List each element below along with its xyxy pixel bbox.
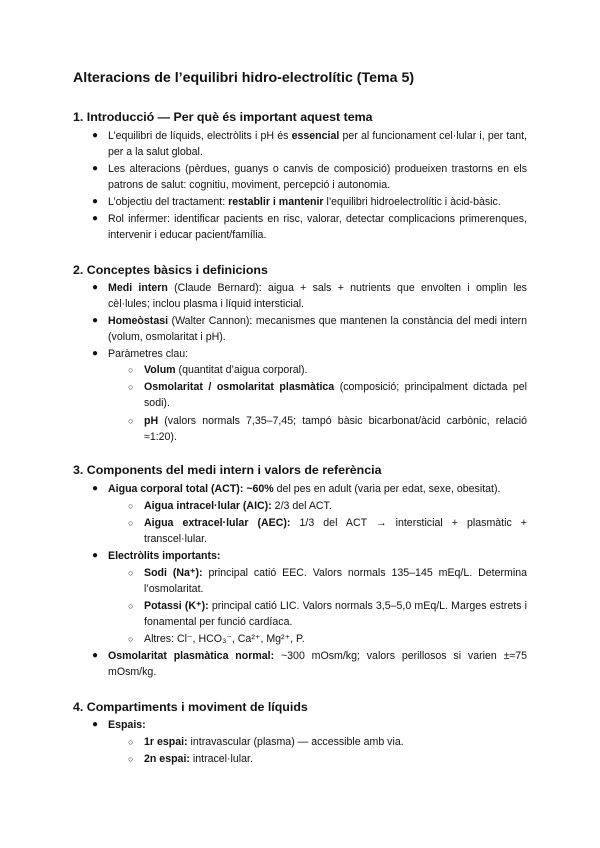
bullet: ●: [92, 130, 99, 141]
sub-bullet: ○: [128, 568, 134, 578]
list-item: Electròlits importants:: [108, 550, 221, 562]
list-item: Medi intern (Claude Bernard): aigua + sals + nutrients que envolten i omplin les cèl·lules; inclou plasma i líquid intersticial.: [108, 282, 527, 310]
bullet: ●: [92, 196, 99, 207]
bullet: ●: [92, 282, 99, 293]
sub-list-item: Aigua extracel·lular (AEC): 1/3 del ACT → intersticial + plasmàtic + transcel·lular.: [144, 517, 527, 545]
list-item: Rol infermer: identificar pacients en risc, valorar, detectar complicacions primerenques, intervenir i educar pacient/família.: [108, 213, 527, 241]
sub-bullet: ○: [128, 416, 134, 426]
list-item: Aigua corporal total (ACT): ~60% del pes en adult (varia per edat, sexe, obesitat).: [108, 483, 501, 495]
sub-bullet: ○: [128, 518, 134, 528]
list-item: Homeòstasi (Walter Cannon): mecanismes que mantenen la constància del medi intern (volum, osmolaritat i pH).: [108, 315, 527, 343]
bullet: ●: [92, 163, 99, 174]
sub-bullet: ○: [128, 365, 134, 375]
bullet: ●: [92, 650, 99, 661]
sub-list-item: Sodi (Na⁺): principal catió EEC. Valors normals 135–145 mEq/L. Determina l’osmolaritat.: [144, 567, 527, 595]
section-1-heading: 1. Introducció — Per què és important aquest tema: [73, 110, 373, 124]
sub-list-item: Volum (quantitat d’aigua corporal).: [144, 364, 308, 376]
sub-list-item: 2n espai: intracel·lular.: [144, 753, 253, 765]
sub-bullet: ○: [128, 382, 134, 392]
sub-bullet: ○: [128, 501, 134, 511]
bullet: ●: [92, 348, 99, 359]
list-item: L’equilibri de líquids, electròlits i pH és essencial per al funcionament cel·lular i, per tant, per a la salut global.: [108, 130, 527, 158]
section-2-heading: 2. Conceptes bàsics i definicions: [73, 263, 268, 277]
list-item: Les alteracions (pèrdues, guanys o canvis de composició) produeixen trastorns en els patrons de salut: cognitiu, moviment, percepció i autonomia.: [108, 163, 527, 191]
bullet: ●: [92, 315, 99, 326]
sub-list-item: 1r espai: intravascular (plasma) — accessible amb via.: [144, 736, 404, 748]
sub-bullet: ○: [128, 754, 134, 764]
sub-bullet: ○: [128, 634, 134, 644]
section-3-heading: 3. Components del medi intern i valors de referència: [73, 463, 382, 477]
sub-list-item: Potassi (K⁺): principal catió LIC. Valors normals 3,5–5,0 mEq/L. Marges estrets i fonamental per funció cardíaca.: [144, 600, 527, 628]
bullet: ●: [92, 550, 99, 561]
bullet: ●: [92, 213, 99, 224]
sub-list-item: Osmolaritat / osmolaritat plasmàtica (composició; principalment dictada pel sodi).: [144, 381, 527, 409]
list-item: L’objectiu del tractament: restablir i mantenir l’equilibri hidroelectrolític i àcid-bàsic.: [108, 196, 501, 208]
bullet: ●: [92, 483, 99, 494]
section-4-heading: 4. Compartiments i moviment de líquids: [73, 700, 308, 714]
sub-list-item: pH (valors normals 7,35–7,45; tampó bàsic bicarbonat/àcid carbònic, relació ≈1:20).: [144, 415, 527, 443]
document-title: Alteracions de l’equilibri hidro-electrolític (Tema 5): [73, 70, 415, 86]
list-item: Paràmetres clau:: [108, 348, 189, 360]
list-item: Osmolaritat plasmàtica normal: ~300 mOsm/kg; valors perillosos si varien ±≈75 mOsm/kg.: [108, 650, 527, 678]
list-item: Espais:: [108, 719, 146, 731]
bullet: ●: [92, 719, 99, 730]
sub-bullet: ○: [128, 601, 134, 611]
sub-list-item: Aigua intracel·lular (AIC): 2/3 del ACT.: [144, 500, 332, 512]
sub-list-item: Altres: Cl⁻, HCO₃⁻, Ca²⁺, Mg²⁺, P.: [144, 633, 305, 645]
sub-bullet: ○: [128, 737, 134, 747]
